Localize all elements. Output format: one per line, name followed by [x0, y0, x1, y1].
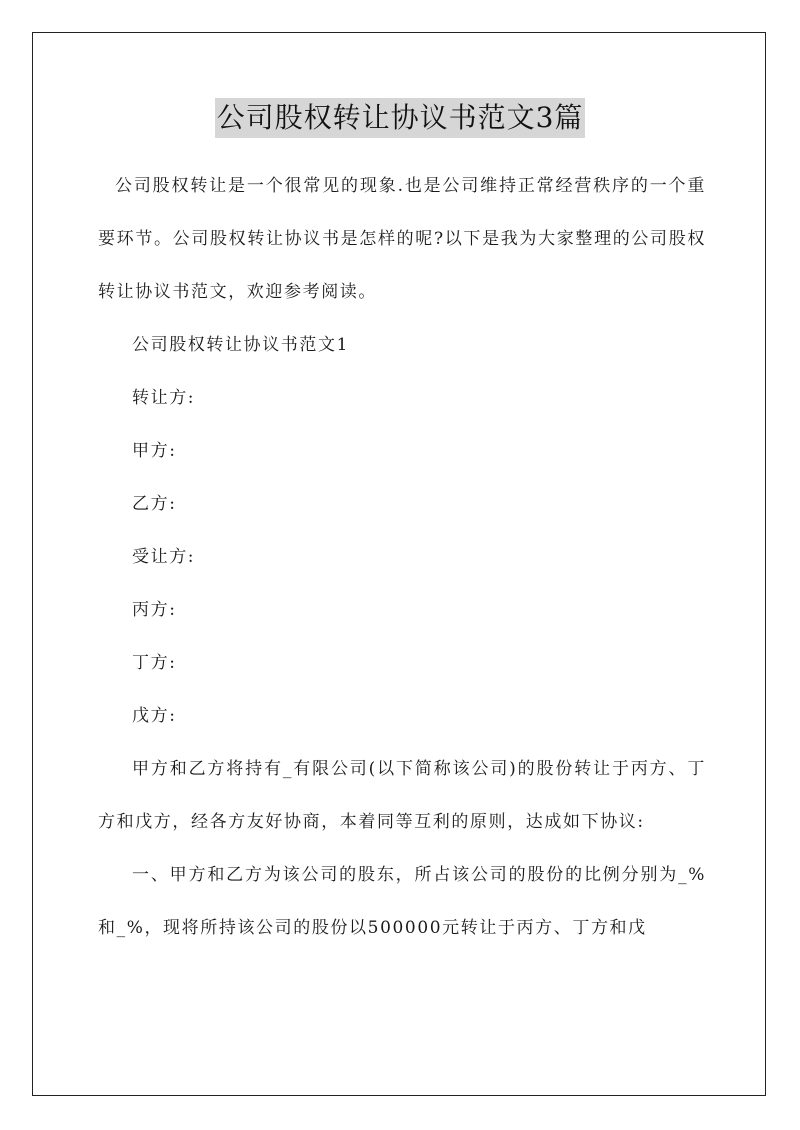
party-d-label: 丁方:: [132, 653, 177, 673]
transferee-label: 受让方:: [132, 547, 196, 567]
intro-paragraph: 公司股权转让是一个很常见的现象.也是公司维持正常经营秩序的一个重要环节。公司股权转让协议书是怎样的呢?以下是我为大家整理的公司股权转让协议书范文，欢迎参考阅读。: [98, 176, 706, 302]
document-title: 公司股权转让协议书范文3篇: [215, 98, 586, 138]
document-body: [98, 160, 706, 955]
transferor-label: 转让方:: [132, 388, 196, 408]
party-b-label: 乙方:: [132, 494, 177, 514]
section-heading: 公司股权转让协议书范文1: [132, 335, 350, 355]
party-c-label: 丙方:: [132, 600, 177, 620]
title-container: [0, 98, 800, 138]
party-e-label: 戊方:: [132, 706, 177, 726]
party-a-label: 甲方:: [132, 441, 177, 461]
clause-one: 一、甲方和乙方为该公司的股东，所占该公司的股份的比例分别为_%和_%，现将所持该公司的股份以500000元转让于丙方、丁方和戊: [98, 865, 706, 938]
agreement-preamble: 甲方和乙方将持有_有限公司(以下简称该公司)的股份转让于丙方、丁方和戊方，经各方友好协商，本着同等互利的原则，达成如下协议:: [98, 759, 706, 832]
